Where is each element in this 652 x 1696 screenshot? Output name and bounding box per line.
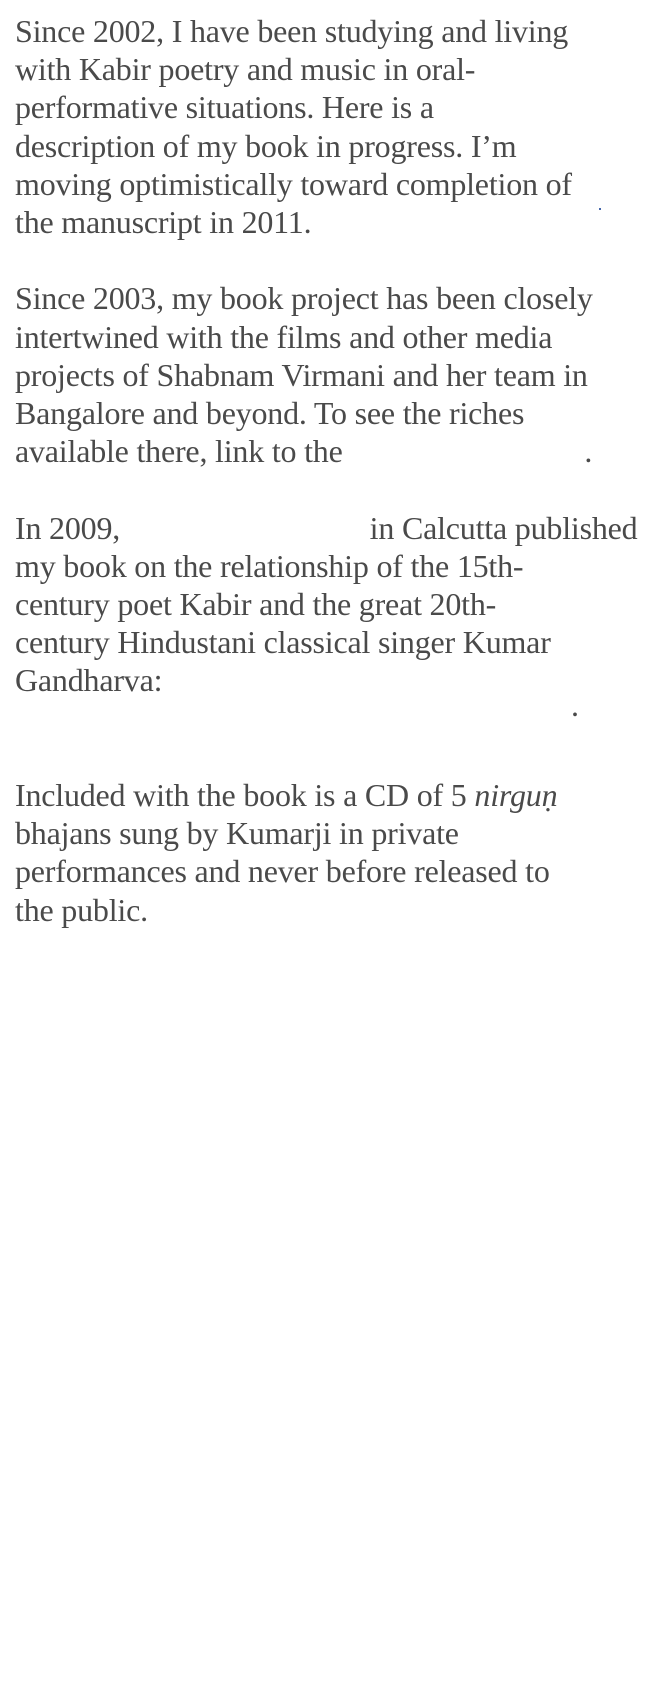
paragraph-publication [15,509,645,738]
text-line: the public. [15,891,148,928]
text-line: the manuscript in 2011. [15,204,312,241]
text-fragment: Included with the book is a CD of 5 [15,777,475,813]
text-line: description of my book in progress. I’m [15,127,517,164]
italic-term: nirguṇ [474,777,558,813]
text-line: Bangalore and beyond. To see the riches [15,395,525,432]
text-fragment: . [571,686,579,723]
publisher-link[interactable] [120,510,370,546]
document-body [15,12,645,967]
text-line: century Hindustani classical singer Kumar [15,624,551,661]
text-line: performative situations. Here is a [15,89,434,126]
text-fragment: . [584,433,593,470]
text-line: Since 2002, I have been studying and living [15,13,569,49]
text-line: bhajans sung by Kumarji in private [15,815,459,852]
link-artifact-mark [599,208,601,210]
text-line-with-link [15,509,645,547]
text-line-with-link [15,432,645,470]
text-line: century poet Kabir and the great 20th- [15,586,497,623]
text-fragment: In 2009, [15,509,121,546]
text-line: intertwined with the films and other media [15,318,553,355]
text-line: Since 2003, my book project has been closely [15,280,593,317]
text-line: performances and never before released to [15,853,550,890]
paragraph-book-project [15,279,645,470]
text-fragment: available there, link to the [15,433,343,470]
paragraph-study-intro [15,12,645,241]
text-line: Gandharva: [15,662,163,699]
paragraph-cd-note [15,776,645,929]
book-title-link[interactable] [15,686,645,738]
media-project-link[interactable] [343,433,585,469]
text-line [15,776,645,814]
text-line: with Kabir poetry and music in oral- [15,51,476,88]
text-line: my book on the relationship of the 15th- [15,547,524,584]
text-fragment: in Calcutta published [369,509,638,546]
text-line: moving optimistically toward completion of [15,165,572,202]
text-line: projects of Shabnam Virmani and her team in [15,356,588,393]
